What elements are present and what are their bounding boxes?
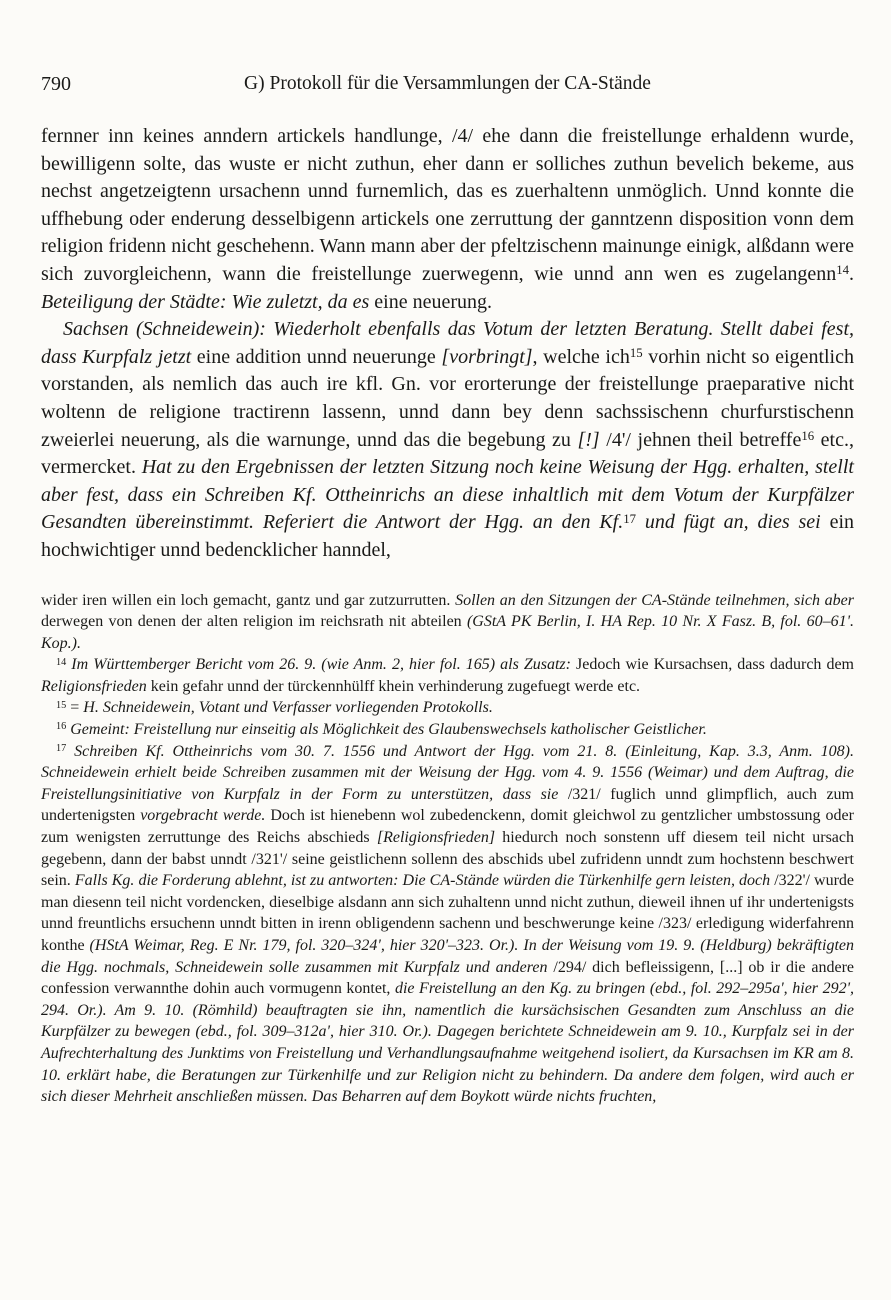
text-run: Hat zu den Ergebnissen der letzten Sitzung noch keine Weisung der Hgg. erhalten, stellt aber fest, dass ein Schreiben Kf. Ottheinrichs an diese inhaltlich mit dem Votum der Kurpfälzer Gesandten übereinstimmt. Referiert die Antwort der Hgg. an den Kf. xyxy=(41,456,854,534)
text-run: = xyxy=(66,699,84,717)
text-run: /4'/ jehnen theil betreffe xyxy=(599,428,802,451)
text-run: H. Schneidewein, Votant und Verfasser vorliegenden Protokolls. xyxy=(83,699,493,717)
footnote-ref: 14 xyxy=(56,656,67,668)
page-number: 790 xyxy=(41,73,71,95)
footnote-ref: 17 xyxy=(56,743,67,755)
footnote-14 xyxy=(41,654,854,697)
main-text xyxy=(41,123,854,565)
text-run: eine addition unnd neuerunge xyxy=(196,345,442,368)
text-run: (GStA PK Berlin, I. HA Rep. 10 Nr. X Fasz. B, fol. 60–61'. Kop.). xyxy=(41,613,855,652)
text-run: /294/ dich befleissigenn, [...] ob ir die andere confession verwannthe dohin auch vormugenn kontet, xyxy=(41,958,855,998)
text-run: Schreiben Kf. Ottheinrichs vom 30. 7. 1556 und Antwort der Hgg. vom 21. 8. (Einleitung, Kap. 3.3, Anm. 108). Schneidewein erhielt beide Schreiben zusammen mit der Weisung der Hgg. vom 4. 9. 1556 (Weimar) und dem Auftrag, die Freistellungsinitiative von Kurpfalz in der Form zu unterstützen, dass sie xyxy=(41,742,854,803)
footnote-15 xyxy=(41,697,854,719)
text-run: . xyxy=(849,262,854,285)
body-paragraph xyxy=(41,316,854,564)
footnote-continuation xyxy=(41,590,854,655)
footnote-ref: 15 xyxy=(629,346,643,360)
text-run: fernner inn keines anndern artickels handlunge, /4/ ehe dann die freistellunge erhaldenn wurde, bewilligenn solte, das wuste er nicht zuthun, eher dann er solliches zuthun bevelich bekeme, aus nechst angetzeigtenn ursachenn unnd furnemlich, das es zuerhaltenn unmöglich. Unnd konnte die uffhebung oder enderung desselbigenn artickels one zerruttung der ganntzenn disposition vonn dem religion fridenn nicht geschehenn. Wann mann aber der pfeltzischenn mainunge einigk, alßdann were sich zuvorgleichenn, wann die freistellunge zuerwegenn, wie unnd ann wen es zugelangenn xyxy=(41,125,854,285)
text-run: Im Württemberger Bericht vom 26. 9. (wie Anm. 2, hier fol. 165) als Zusatz: xyxy=(66,656,576,674)
text-run: vorhin nicht so eigentlich vorstanden, als nemlich das auch ire kfl. Gn. vor erorterunge der freistellunge praeparative nicht woltenn de religione tractirenn lassenn, unnd dann bey denn sachssischenn churfurstischenn zweierlei neuerung, als die warnunge, unnd das die begebung zu xyxy=(41,345,854,451)
footnote-ref: 16 xyxy=(801,428,815,443)
text-run: [vorbringt] xyxy=(441,345,533,368)
text-run: ein hochwichtiger unnd bedencklicher hanndel, xyxy=(41,511,855,561)
page-header xyxy=(41,72,854,96)
footnotes-section xyxy=(41,590,854,1108)
text-run: etc., vermercket. xyxy=(41,428,854,479)
text-run: Sachsen (Schneidewein): Wiederholt ebenfalls das Votum der letzten Beratung. Stellt dabei fest, dass Kurpfalz jetzt xyxy=(41,318,854,368)
text-run: [!] xyxy=(577,428,600,451)
footnote-17 xyxy=(41,741,854,1108)
text-run: kein gefahr unnd der türckennhülff khein verhinderung zugefuegt werde etc. xyxy=(146,677,641,695)
text-run: [Religionsfrieden] xyxy=(376,829,496,847)
text-run: /321/ fuglich unnd glimpflich, auch zum undertenigsten xyxy=(41,785,854,825)
text-run: Gemeint: Freistellung nur einseitig als Möglichkeit des Glaubenswechsels katholischer Geistlicher. xyxy=(66,721,707,739)
footnote-16 xyxy=(41,719,854,741)
text-run: (HStA Weimar, Reg. E Nr. 179, fol. 320–324', hier 320'–323. Or.). In der Weisung vom 19. 9. (Heldburg) bekräftigten die Hgg. nochmals, Schneidewein solle zusammen mit Kurpfalz und anderen xyxy=(41,937,854,976)
text-run: Falls Kg. die Forderung ablehnt, ist zu antworten: Die CA-Stände würden die Türkenhilfe gern leisten, doch xyxy=(74,872,775,890)
text-run: hiedurch noch sonstenn uff diesem teil nicht ursach gegebenn, dann der babst unndt /321'/ seine geistlichenn sollenn des abschids ubel zufridenn unndt zum hochstenn beschwert sein. xyxy=(41,829,854,890)
text-run: Jedoch wie Kursachsen, dass dadurch dem xyxy=(576,656,854,674)
text-run: die Freistellung an den Kg. zu bringen (ebd., fol. 292–295a', hier 292', 294. Or.). Am 9. 10. (Römhild) beauftragten sie ihn, namentlich die kursächsischen Gesandten zum Anschluss an die Kurpfälzer zu bewegen (ebd., fol. 309–312a', hier 310. Or.). Dagegen berichtete Schneidewein am 9. 10., Kurpfalz sei in der Aufrechterhaltung des Junktims von Freistellung und Verhandlungsaufnahme weitgehend isoliert, da Kursachsen im KR am 8. 10. erklärt habe, die Beratungen zur Türkenhilfe und zur Religion nicht zu behindern. Da andere dem folgen, wird auch er sich dieser Mehrheit anschließen müssen. Das Beharren auf dem Boykott würde nichts fruchten, xyxy=(41,980,855,1106)
text-run: eine neuerung. xyxy=(374,290,493,313)
text-run: wider iren willen ein loch gemacht, gantz und gar zutzurrutten. xyxy=(41,591,456,609)
text-run: Sollen an den Sitzungen der CA-Stände teilnehmen, sich aber xyxy=(455,591,854,609)
body-paragraph xyxy=(41,123,854,316)
text-run: , welche ich xyxy=(532,345,630,368)
text-run: und fügt an, dies sei xyxy=(636,511,830,534)
running-title: G) Protokoll für die Versammlungen der CA-Stände xyxy=(244,73,651,94)
text-run: Doch ist hienebenn wol zubedenckenn, domit gleichwol zu gentzlicher umbstossung oder zum wenigsten zerruttunge des Reichs abschieds xyxy=(41,807,854,847)
text-run: Beteiligung der Städte: Wie zuletzt, da es xyxy=(41,290,375,313)
text-run: /322'/ wurde man diesenn teil nicht vordencken, dieselbige alsdann ann sich zuhaltenn unnd nicht zuthun, dieweil ihnen uf ihr undertenigsts unnd freuntlichs ersuchenn unndt bitten in irenn obligendenn sachenn und beschwerunge keine /323/ erledigung widerfahrenn konthe xyxy=(41,872,855,954)
footnote-ref: 16 xyxy=(56,721,67,733)
footnote-ref: 15 xyxy=(56,699,67,711)
footnote-ref: 14 xyxy=(836,263,849,278)
text-run: Religionsfrieden xyxy=(41,677,147,695)
text-run: derwegen von denen der alten religion im reichsrath nit abteilen xyxy=(41,613,467,631)
text-run: vorgebracht werde. xyxy=(140,807,266,825)
footnote-ref: 17 xyxy=(623,511,637,526)
